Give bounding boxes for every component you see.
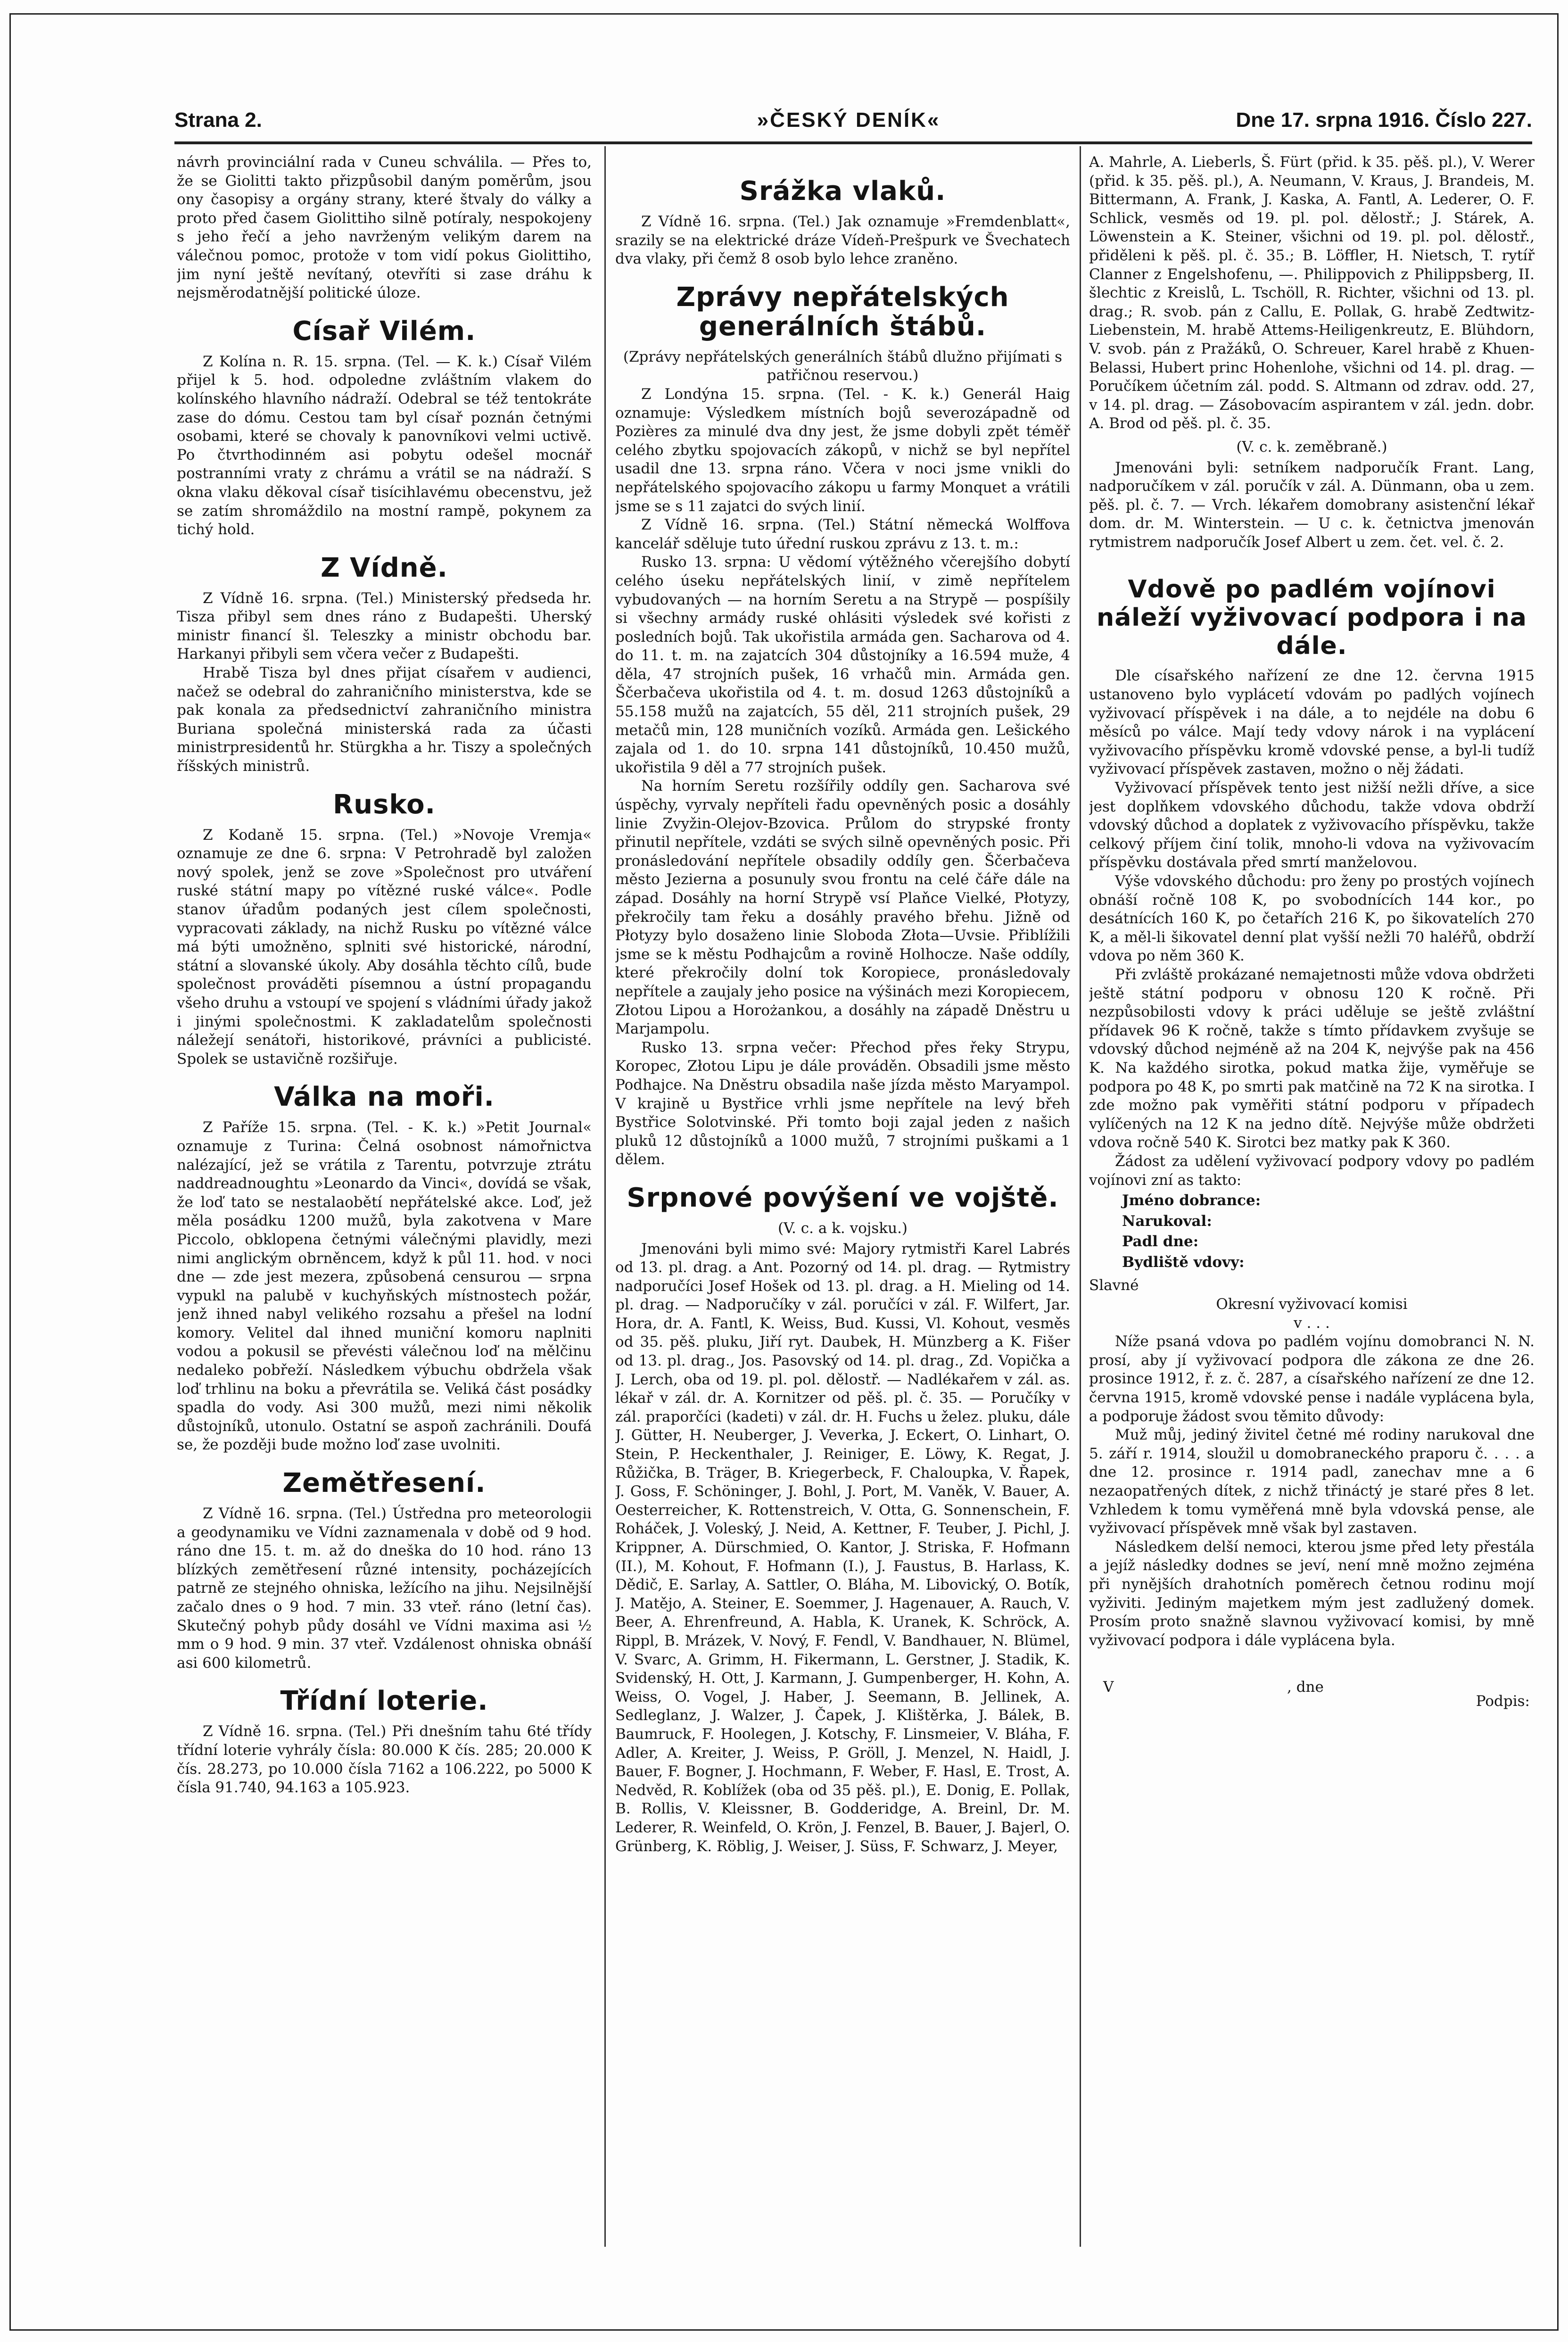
form-field-label: Narukoval: xyxy=(1122,1212,1212,1230)
article-text: Z Vídně 16. srpna. (Tel.) Ústředna pro meteorologii a geodynamiku ve Vídni zaznamenala v době od 9 hod. ráno dne 15. t. m. až do dneška do 10 hod. ráno 13 blízkých zemětřesení různé intensity, pocházejících patrně ze stejného ohniska, ležícího na jihu. Nejsilnější začalo dnes o 9 hod. 7 min. 33 vteř. ráno (letní čas). Skutečný pohyb půdy dosáhl ve Vídni maxima asi ½ mm o 9 hod. 9 min. 37 vteř. Vzdálenost ohniska obnáší asi 600 kilometrů. xyxy=(177,1505,592,1672)
article-title: Třídní loterie. xyxy=(280,1686,488,1717)
article-text: Výše vdovského důchodu: pro ženy po prostých vojínech obnáší ročně 108 K, po svobodnících 144 kor., po desátnících 160 K, po četařích 216 K, po šikovatelích 270 K, a měl-li šikovatel denní plat vyšší nežli 70 haléřů, obdrží vdova po něm 360 K. xyxy=(1089,873,1535,965)
article-title: Srpnové povýšení ve vojště. xyxy=(627,1182,1059,1213)
article-title: Zemětřesení. xyxy=(282,1468,486,1499)
form-field-label: Jméno dobrance: xyxy=(1122,1192,1261,1209)
article-text: Jmenováni byli: setníkem nadporučík Frant. Lang, nadporučíkem v zál. poručík v zál. A. Dünmann, oba u zem. pěš. pl. č. 7. — Vrch. lékařem domobrany asistenční lékař dom. dr. M. Winterstein. — U c. k. četnictva jmenován rytmistrem nadporučík Josef Albert u zem. čet. vel. č. 2. xyxy=(1089,459,1535,551)
issue-date: Dne 17. srpna 1916. Číslo 227. xyxy=(1236,108,1532,132)
article-text: Hrabě Tisza byl dnes přijat císařem v audienci, načež se odebral do zahraničního ministerstva, kde se pak konala za předsednictví zahraničního ministra Buriana společná ministerská rada za účasti ministrpresidentů hr. Stürgkha a hr. Tiszy a společných říšských ministrů. xyxy=(177,664,592,775)
form-addressee-place: v . . . xyxy=(1294,1314,1330,1332)
article-text: návrh provinciální rada v Cuneu schválila. — Přes to, že se Giolitti takto přizpůsobil daným poměrům, jsou ony časopisy a orgány strany, které štvaly do války a proto před časem Giolittiho silně potíraly, nespokojeny s jeho řečí a jeho navrženým velikým darem na válečnou pomoc, protože v tom vidí pokus Giolittiho, jim nyní ještě nevítaný, otevříti si zase dráhu k nejsměrodatnější politické úloze. xyxy=(177,154,592,302)
article-text: Z Vídně 16. srpna. (Tel.) Při dnešním tahu 6té třídy třídní loterie vyhrály čísla: 80.000 K čís. 285; 20.000 K čís. 28.273, po 10.000 čísla 7162 a 106.222, po 5000 K čísla 91.740, 94.163 a 105.923. xyxy=(177,1723,592,1796)
article-title: Srážka vlaků. xyxy=(739,176,946,207)
page-header xyxy=(141,108,1532,142)
article-text: Z Londýna 15. srpna. (Tel. - K. k.) Generál Haig oznamuje: Výsledkem místních bojů severozápadně od Pozières za minulé dva dny jest, že jsme dobyli zpět téměř celého zbytku spojovacích zákopů, v nichž se byl nepřítel usadil dne 13. srpna ráno. Včera v noci jsme vnikli do nepřátelského spojovacího zákopu u farmy Monquet a vrátili jsme se s 11 zajatci do svých linií. xyxy=(615,385,1070,515)
article-title: Rusko. xyxy=(333,789,436,820)
article-subtitle: (V. c. a k. vojsku.) xyxy=(777,1219,908,1237)
header-rule xyxy=(174,141,1532,144)
article-text: Níže psaná vdova po padlém vojínu domobranci N. N. prosí, aby jí vyživovací podpora dle zákona ze dne 26. prosince 1912, ř. z. č. 287, a císařského nařízení ze dne 12. června 1915, kromě vdovské pense i nadále vyplácena byla, a podporuje žádost svou těmito důvody: xyxy=(1089,1333,1535,1425)
article-subtitle: (Zprávy nepřátelských generálních štábů dlužno přijímati s patřičnou reservou.) xyxy=(623,348,1063,384)
form-salutation: Slavné xyxy=(1089,1277,1139,1294)
section-subtitle: (V. c. k. zeměbraně.) xyxy=(1236,438,1387,455)
article-text: Z Paříže 15. srpna. (Tel. - K. k.) »Petit Journal« oznamuje z Turina: Čelná osobnost námořnictva nalézající, jež se vrátila z Tarentu, potvrzuje ztrátu naddreadnoughtu »Leonardo da Vinci«, dovídá se však, že loď tato se nestalaobětí nepřátelské akce. Loď, jež měla posádku 1200 mužů, byla zakotvena v Mare Piccolo, obklopena četnými válečnými plavidly, mezi nimi anglickým obrněncem, když k půl 11. hod. v noci dne — zde jest mezera, způsobená censurou — srpna vypukl na palubě v kuchyňských místnostech požár, jenž ihned nabyl velikého rozsahu a přešel na lodní komory. Velitel dal ihned muniční komoru naplniti vodou a pokusil se převésti válečnou loď na mělčinu nedaleko pobřeží. Následkem výbuchu obdržela však loď trhlinu na boku a převrátila se. Veliká část posádky spadla do vody. Asi 300 mužů, mezi nimi několik důstojníků, utonulo. Ostatní se aspoň zachránili. Doufá se, že později bude možno loď zase uvolniti. xyxy=(177,1119,592,1454)
article-text: A. Mahrle, A. Lieberls, Š. Fürt (přid. k 35. pěš. pl.), V. Werer (přid. k 35. pěš. pl.), A. Neumann, V. Kraus, J. Brandeis, M. Bittermann, A. Frank, J. Kaska, A. Fantl, A. Lederer, O. F. Schlick, vesměs od 19. pl. pol. dělostř.; J. Stárek, A. Löwenstein a K. Steiner, všichni od 19. pl. pol. dělostř., přiděleni k pěš. pl. č. 35.; B. Löffler, H. Nietsch, T. rytíř Clanner z Engelshofenu, —. Philippovich z Philippsberg, II. šlechtic z Kreislů, L. Tschöll, R. Richter, všichni od 13. pl. drag.; R. svob. pán z Callu, E. Pollak, G. hrabě Zedtwitz-Liebenstein, M. hrabě Attems-Heiligenkreutz, E. Blühdorn, V. svob. pán z Pražáků, O. Schreuer, Karel hrabě z Khuen-Belassi, Hubert princ Hohenlohe, všichni od 14. pl. drag. — Poručíkem účetním zál. podd. S. Altmann od zdrav. odd. 27, v 14. pl. drag. — Zásobovacím aspirantem v zál. jedn. dobr. A. Brod od pěš. pl. č. 35. xyxy=(1089,154,1535,432)
column-divider xyxy=(1080,146,1081,2247)
form-field-label: Bydliště vdovy: xyxy=(1122,1253,1245,1271)
article-text: Při zvláště prokázané nemajetnosti může vdova obdržeti ještě státní podporu v obnosu 120 K ročně. Při nezpůsobilosti vdovy k práci uděluje se ještě zvláštní přídavek 96 K ročně, takže s tímto přídavkem zvyšuje se vdovský důchod nejméně až na 204 K, nejvýše pak na 456 K. Na každého sirotka, pokud matka žije, vyměřuje se podpora po 48 K, po smrti pak matčině na 72 K na sirotka. I zde možno pak vyměřiti státní podporu v případech vylíčených na 12 K na jedno dítě. Nejvýše může obdržeti vdova ročně 540 K. Sirotci bez matky pak K 360. xyxy=(1089,966,1535,1151)
article-text: Jmenováni byli mimo své: Majory rytmistři Karel Labrés od 13. pl. drag. a Ant. Pozorný od 14. pl. drag. — Rytmistry nadporučíci Josef Hošek od 13. pl. drag. a H. Mieling od 14. pl. drag. — Nadporučíky v zál. poručíci v zál. F. Wilfert, Jar. Hora, dr. A. Fantl, K. Weiss, Bud. Kussi, Vl. Kohout, vesměs od 35. pěš. pluku, Jiří ryt. Daubek, H. Münzberg a K. Fišer od 13. pl. drag., Jos. Pasovský od 14. pl. drag., Zd. Vopička a J. Lerch, oba od 19. pl. pol. dělostř. — Nadlékařem v zál. as. lékař v zál. dr. A. Kornitzer od pěš. pl. č. 35. — Poručíky v zál. praporčíci (kadeti) v zál. dr. H. Fuchs u želez. pluku, dále J. Gütter, H. Neuberger, J. Veverka, J. Eckert, O. Linhart, O. Stein, P. Heckenthaler, J. Reiniger, E. Löwy, K. Regat, J. Růžička, B. Träger, B. Kriegerbeck, F. Chaloupka, V. Řapek, J. Goss, F. Schöninger, J. Bohl, J. Port, M. Vaněk, V. Bauer, A. Oesterreicher, K. Rottenstreich, V. Otta, G. Sonnenschein, F. Roháček, J. Voleský, J. Neid, A. Kettner, F. Teuber, J. Pichl, J. Krippner, A. Dürschmied, O. Kantor, J. Striska, F. Hofmann (II.), M. Kohout, F. Hofmann (I.), J. Faustus, B. Harlass, K. Dědič, E. Sarlay, A. Sattler, O. Bláha, M. Libovický, O. Botík, J. Matějo, A. Steiner, E. Soemmer, J. Hagenauer, A. Rauch, V. Beer, A. Ehrenfreund, A. Habla, K. Uranek, K. Schröck, A. Rippl, B. Mrázek, V. Nový, F. Fendl, V. Bandhauer, N. Blümel, V. Svarc, A. Grimm, H. Fikermann, L. Gerstner, J. Stadik, K. Svidenský, H. Ott, J. Karmann, J. Gumpenberger, H. Kohn, A. Weiss, O. Vogel, J. Haber, J. Seemann, B. Jellinek, A. Sedleglanz, J. Walzer, J. Čapek, J. Klištěrka, J. Bálek, B. Baumruck, F. Hoolegen, J. Kotschy, F. Linsmeier, V. Bláha, F. Adler, A. Kreiter, J. Weiss, P. Gröll, J. Menzel, N. Haidl, J. Bauer, F. Bogner, J. Hochmann, F. Weber, F. Hasl, E. Trost, A. Nedvěd, R. Koblížek (oba od 35 pěš. pl.), E. Donig, E. Pollak, B. Rollis, V. Kleissner, B. Godderidge, A. Breinl, Dr. M. Lederer, R. Weinfeld, O. Krön, J. Fenzel, B. Bauer, J. Bajerl, O. Grünberg, K. Röblig, J. Weiser, J. Süss, F. Schwarz, J. Meyer, xyxy=(615,1240,1070,1855)
article-text: Z Kodaně 15. srpna. (Tel.) »Novoje Vremja« oznamuje ze dne 6. srpna: V Petrohradě byl založen nový spolek, jenž se zove »Společnost pro utváření ruské státní mapy po vítězné ruské válce«. Podle stanov úřadům podaných jest cílem společnosti, vypracovati základy, na nichž Rusku po vítězné válce má býti umožněno, splniti své historické, národní, státní a slovanské úkoly. Aby dosáhla těchto cílů, bude společnost prováděti písemnou a ústní propagandu všeho druhu a vstoupí ve spojení s vládními úřady jakož i jinými společnostmi. K zakladatelům společnosti náležejí senátoři, historikové, právníci a publicisté. Spolek se ustavičně rozšiřuje. xyxy=(177,826,592,1068)
article-title: Zprávy nepřátelských generálních štábů. xyxy=(676,281,1009,342)
article-title: Z Vídně. xyxy=(321,552,448,583)
column-1 xyxy=(177,153,592,2249)
column-divider xyxy=(604,146,606,2247)
signature-date: , dne xyxy=(1287,1679,1324,1696)
form-addressee: Okresní vyživovací komisi xyxy=(1216,1296,1408,1313)
article-text: Vyživovací příspěvek tento jest nižší nežli dříve, a sice jest doplňkem vdovského důchodu, takže vdova obdrží vdovský důchod a doplatek z vyživovacího příspěvku, takže celkový příjem činí tolik, mnoho-li vdova na vyživovacím příspěvku dostávala před smrtí manželovou. xyxy=(1089,779,1535,871)
article-text: Z Vídně 16. srpna. (Tel.) Státní německá Wolffova kancelář sděluje tuto úřední ruskou zprávu z 13. t. m.: xyxy=(615,516,1070,552)
signature-label: Podpis: xyxy=(1476,1693,1530,1710)
column-3 xyxy=(1089,153,1535,2249)
article-text: Z Vídně 16. srpna. (Tel.) Jak oznamuje »Fremdenblatt«, srazily se na elektrické dráze Vídeň-Prešpurk ve Švechatech dva vlaky, při čemž 8 osob bylo lehce zraněno. xyxy=(615,213,1070,268)
column-2 xyxy=(615,153,1070,2249)
masthead-title: »ČESKÝ DENÍK« xyxy=(757,108,941,132)
article-text: Žádost za udělení vyživovací podpory vdovy po padlém vojínovi zní as takto: xyxy=(1089,1152,1535,1189)
form-field-label: Padl dne: xyxy=(1122,1233,1199,1250)
article-text: Muž můj, jediný živitel četné mé rodiny narukoval dne 5. září r. 1914, sloužil u domobraneckého praporu č. . . . a dne 12. prosince r. 1914 padl, zanechav mne a 6 nezaopatřených dítek, z nichž třináctý je staré přes 8 let. Vzhledem k tomu vyměřená mně byla vdovská pense, ale vyživovací příspěvek mně však byl zastaven. xyxy=(1089,1426,1535,1537)
article-text: Následkem delší nemoci, kterou jsme před lety přestála a jejíž následky dodnes se jeví, není mně možno zejména při nynějších drahotních poměrech četnou rodinu mojí vyživiti. Jediným majetkem mým jest zadlužený domek. Prosím proto snažně slavnou vyživovací komisi, by mně vyživovací podpora i dále vyplácena byla. xyxy=(1089,1538,1535,1649)
article-text: Rusko 13. srpna: U vědomí výtěžného včerejšího dobytí celého úseku nepřátelských linií, v zimě nepřítelem vybudovaných — na horním Seretu a na Strypě — pospíšily si všechny armády ruské ohlásiti výsledek své kořisti z posledních bojů. Tak ukořistila armáda gen. Sacharova od 4. do 11. t. m. na zajatcích 304 důstojníky a 16.594 muže, 4 děla, 47 strojních pušek, 16 vrhačů min. Armáda gen. Ščerbačeva ukořistila od 4. t. m. dosud 1263 důstojníků a 55.158 mužů na zajatcích, 55 děl, 211 strojních pušek, 29 metačů min, 128 muničních vozíků. Armáda gen. Lešického zajala od 1. do 10. srpna 141 důstojníků, 10.450 mužů, ukořistila 9 děl a 77 strojních pušek. xyxy=(615,554,1070,776)
article-text: Z Vídně 16. srpna. (Tel.) Ministerský předseda hr. Tisza přibyl sem dnes ráno z Budapešti. Uherský ministr financí šl. Teleszky a ministr obchodu bar. Harkanyi přibyli sem včera večer z Budapešti. xyxy=(177,589,592,663)
article-title: Válka na moři. xyxy=(274,1082,495,1113)
article-text: Rusko 13. srpna večer: Přechod přes řeky Strypu, Koropec, Złotou Lipu je dále prováděn. Obsadili jsme město Podhajce. Na Dněstru obsadila naše jízda město Maryampol. V krajině u Bystřice vrhli jsme nepřítele na levý břeh Bystřice Solotvinské. Při tomto boji zajal jeden z našich pluků 12 důstojníků a 1000 mužů, 7 strojními puškami a 1 dělem. xyxy=(615,1039,1070,1168)
page-number: Strana 2. xyxy=(174,108,262,132)
article-text: Dle císařského nařízení ze dne 12. června 1915 ustanoveno bylo vyplácetí vdovám po padlých vojínech vyživovací příspěvek i na dále, a to nejdéle na dobu 6 měsíců po válce. Mají tedy vdovy nárok i na vyplácení vyživovacího příspěvku kromě vdovské pense, a byl-li tudíž vyživovací příspěvek zastaven, možno o něj žádati. xyxy=(1089,667,1535,778)
signature-row xyxy=(1089,1669,1535,1710)
article-title: Císař Vilém. xyxy=(292,315,476,347)
signature-place: V xyxy=(1103,1679,1114,1696)
article-text: Na horním Seretu rozšířily oddíly gen. Sacharova své úspěchy, vyrvaly nepříteli řadu opevněných posic a dosáhly linie Zvyžin-Olejov-Bzovica. Průlom do strypské fronty přinutil nepřítele, vzdáti se svých silně opevněných posic. Při pronásledování nepřítele obsadily oddíly gen. Ščerbačeva město Jezierna a posunuly svou frontu na celé čáře dále na západ. Dosáhly na horní Strypě vsí Plaňce Vielké, Płotyzy, překročily tam řeku a dosáhly pravého břehu. Jižně od Płotyzy bylo dosaženo linie Sloboda Złota—Uvsie. Přiblížili jsme se k městu Podhajcům a rovině Holhocze. Naše oddíly, které překročily dolní tok Koropiece, pronásledovaly nepřítele a zaujaly jeho posice na výšinách mezi Koropiecem, Złotou Lipou a Horożankou, a dosáhly na západě Dněstru u Marjampolu. xyxy=(615,778,1070,1038)
article-text: Z Kolína n. R. 15. srpna. (Tel. — K. k.) Císař Vilém přijel k 5. hod. odpoledne zvláštním vlakem do kolínského hlavního nádraží. Odebral se též tentokráte zase do dómu. Cestou tam byl císař poznán četnými osobami, které se chovaly k panovníkovi velmi uctivě. Po čtvrthodinném asi pobytu odešel mocnář postranními vraty z chrámu a vrátil se na nádraží. S okna vlaku děkoval císař tisícihlavému obecenstvu, jež se zatím shromáždilo na mostní rampě, pokynem za tichý hold. xyxy=(177,353,592,538)
article-title: Vdově po padlém vojínovi náleží vyživovací podpora i na dále. xyxy=(1097,575,1527,661)
